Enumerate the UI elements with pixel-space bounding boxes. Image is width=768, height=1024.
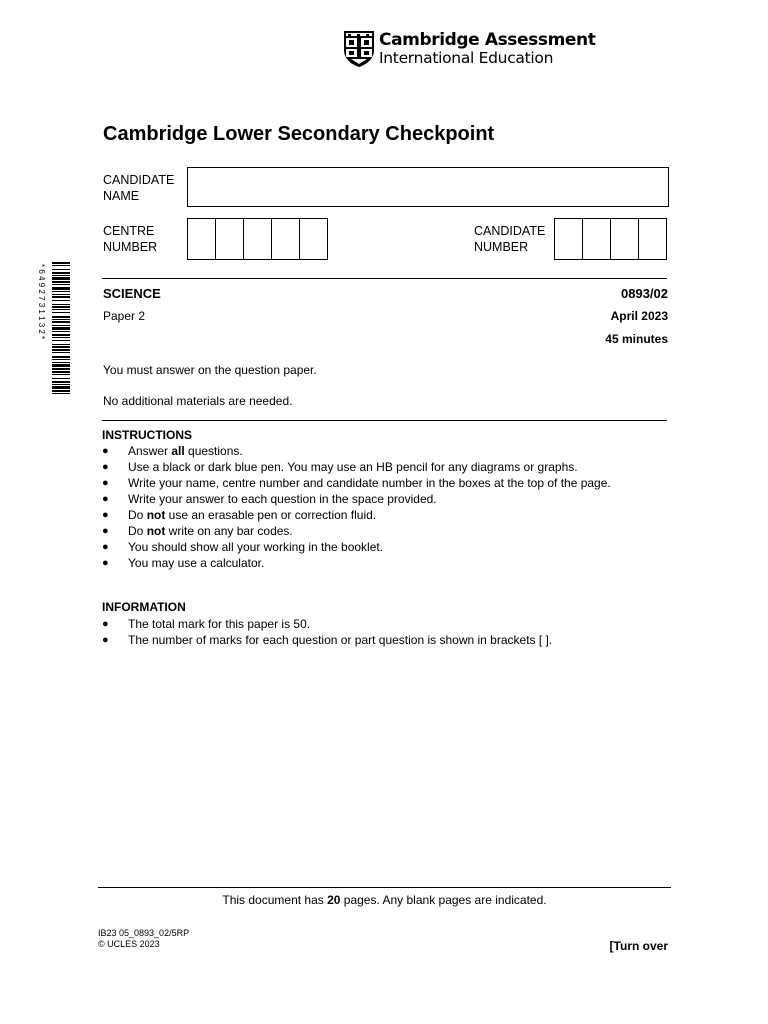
barcode-bar bbox=[52, 262, 70, 264]
bullet-icon: ● bbox=[102, 461, 109, 473]
bullet-icon: ● bbox=[102, 557, 109, 569]
instruction-item: ● Do not use an erasable pen or correction fluid. bbox=[102, 508, 377, 522]
barcode-bar bbox=[52, 334, 70, 336]
exam-date: April 2023 bbox=[610, 309, 668, 323]
information-item: ● The number of marks for each question or part question is shown in brackets [ ]. bbox=[102, 633, 553, 647]
centre-number-digit-box[interactable] bbox=[299, 218, 328, 260]
barcode-bar bbox=[52, 344, 70, 345]
barcode-bar bbox=[52, 319, 70, 320]
barcode-bar bbox=[52, 390, 70, 392]
candidate-number-digit-box[interactable] bbox=[610, 218, 639, 260]
instruction-item: ● Write your answer to each question in the space provided. bbox=[102, 492, 437, 506]
barcode-bar bbox=[52, 269, 70, 270]
candidate-number-label: CANDIDATE NUMBER bbox=[474, 224, 546, 254]
barcode-bar bbox=[52, 272, 70, 274]
instructions-list bbox=[102, 443, 682, 571]
copyright-text: © UCLES 2023 bbox=[98, 939, 160, 949]
barcode-bar bbox=[52, 316, 70, 318]
barcode-bar bbox=[52, 304, 70, 305]
barcode-bar bbox=[52, 386, 70, 389]
barcode-bar bbox=[52, 331, 70, 332]
cambridge-crest-icon bbox=[343, 30, 375, 68]
cambridge-logo bbox=[343, 30, 596, 70]
barcode-bar bbox=[52, 300, 70, 301]
bullet-icon: ● bbox=[102, 493, 109, 505]
barcode-bar bbox=[52, 371, 70, 373]
centre-number-digit-box[interactable] bbox=[271, 218, 300, 260]
instruction-item: ● Write your name, centre number and candidate number in the boxes at the top of the page. bbox=[102, 476, 611, 490]
barcode-bar bbox=[52, 374, 70, 375]
candidate-name-label: CANDIDATE NAME bbox=[103, 173, 175, 203]
note-no-materials: No additional materials are needed. bbox=[103, 394, 293, 408]
page-title: Cambridge Lower Secondary Checkpoint bbox=[103, 123, 495, 145]
bullet-icon: ● bbox=[102, 541, 109, 553]
barcode-bar bbox=[52, 294, 70, 295]
paper-code: 0893/02 bbox=[621, 286, 668, 301]
barcode-bar bbox=[52, 306, 70, 308]
barcode-digits: * 6 4 9 2 7 3 1 1 3 2 * bbox=[37, 264, 46, 340]
barcode-bar bbox=[52, 378, 70, 379]
subject-name: SCIENCE bbox=[103, 286, 161, 301]
logo-line-2: International Education bbox=[379, 49, 554, 67]
barcode-bar bbox=[52, 277, 70, 280]
barcode-bar bbox=[52, 312, 70, 313]
centre-number-digit-box[interactable] bbox=[243, 218, 272, 260]
barcode-bar bbox=[52, 275, 70, 276]
barcode-bar bbox=[52, 309, 70, 310]
bullet-icon: ● bbox=[102, 509, 109, 521]
candidate-name-field[interactable] bbox=[187, 167, 669, 207]
paper-number: Paper 2 bbox=[103, 309, 146, 323]
candidate-number-field[interactable] bbox=[554, 218, 667, 260]
document-reference bbox=[98, 928, 189, 950]
centre-number-field[interactable] bbox=[187, 218, 328, 260]
barcode-bar bbox=[52, 327, 70, 330]
bullet-icon: ● bbox=[102, 525, 109, 537]
information-list bbox=[102, 616, 682, 648]
instruction-item: ● You should show all your working in the booklet. bbox=[102, 540, 384, 554]
barcode-bar bbox=[52, 368, 70, 370]
bullet-icon: ● bbox=[102, 634, 109, 646]
candidate-number-digit-box[interactable] bbox=[554, 218, 583, 260]
divider bbox=[102, 420, 667, 421]
barcode-bar bbox=[52, 321, 70, 323]
barcode-bar bbox=[52, 296, 70, 298]
bullet-icon: ● bbox=[102, 445, 109, 457]
barcode-bar bbox=[52, 349, 70, 351]
barcode-bar bbox=[52, 362, 70, 363]
instruction-item: ● Do not write on any bar codes. bbox=[102, 524, 293, 538]
information-item: ● The total mark for this paper is 50. bbox=[102, 617, 311, 631]
candidate-number-digit-box[interactable] bbox=[582, 218, 611, 260]
barcode-bar bbox=[52, 359, 70, 360]
barcode-bar bbox=[52, 291, 70, 292]
centre-number-digit-box[interactable] bbox=[187, 218, 216, 260]
barcode-bar bbox=[52, 340, 70, 341]
barcode bbox=[36, 262, 72, 398]
logo-line-1: Cambridge Assessment bbox=[379, 30, 596, 50]
divider bbox=[102, 278, 667, 279]
instructions-heading: INSTRUCTIONS bbox=[102, 428, 192, 442]
instruction-item: ● You may use a calculator. bbox=[102, 556, 265, 570]
page-count-note: This document has 20 pages. Any blank pages are indicated. bbox=[222, 893, 547, 907]
reference-code: IB23 05_0893_02/5RP bbox=[98, 928, 190, 938]
information-heading: INFORMATION bbox=[102, 600, 186, 614]
barcode-bar bbox=[52, 356, 70, 358]
barcode-bar bbox=[52, 281, 70, 283]
barcode-bar bbox=[52, 384, 70, 385]
barcode-graphic bbox=[36, 262, 72, 398]
barcode-bar bbox=[52, 352, 70, 353]
bullet-icon: ● bbox=[102, 618, 109, 630]
barcode-bar bbox=[52, 325, 70, 326]
barcode-bar bbox=[52, 381, 70, 383]
footer-divider bbox=[98, 887, 671, 888]
barcode-bar bbox=[52, 346, 70, 348]
turn-over-label: [Turn over bbox=[609, 939, 668, 953]
candidate-number-digit-box[interactable] bbox=[638, 218, 667, 260]
barcode-bar bbox=[52, 284, 70, 285]
centre-number-digit-box[interactable] bbox=[215, 218, 244, 260]
barcode-bar bbox=[52, 287, 70, 290]
bullet-icon: ● bbox=[102, 477, 109, 489]
barcode-bar bbox=[52, 364, 70, 367]
instruction-item: ● Use a black or dark blue pen. You may use an HB pencil for any diagrams or graphs. bbox=[102, 460, 578, 474]
exam-duration: 45 minutes bbox=[605, 332, 668, 346]
barcode-bar bbox=[52, 393, 70, 394]
centre-number-label: CENTRE NUMBER bbox=[103, 224, 158, 254]
barcode-bar bbox=[52, 337, 70, 338]
instruction-item: ● Answer all questions. bbox=[102, 444, 243, 458]
note-answer-on-paper: You must answer on the question paper. bbox=[103, 363, 317, 377]
barcode-bar bbox=[52, 265, 70, 266]
